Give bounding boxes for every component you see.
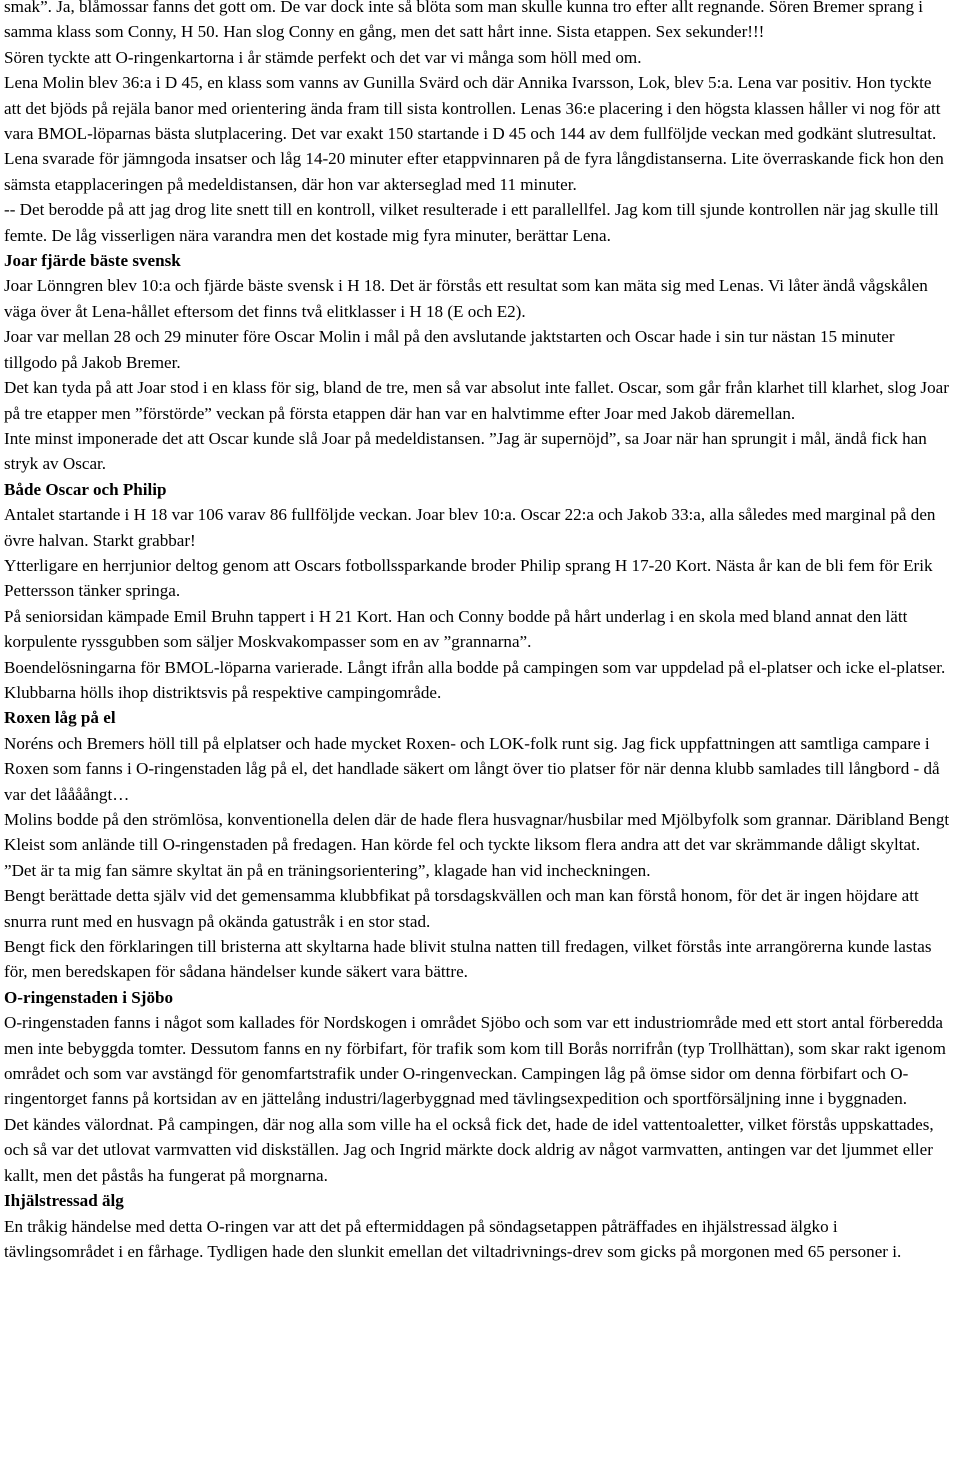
paragraph: Bengt fick den förklaringen till bristerna att skyltarna hade blivit stulna natten till fredagen, vilket förstås inte arrangörerna kunde lastas för, men beredskapen för sådana händelser kunde säkert vara bättre. [4, 937, 932, 982]
section-heading: Roxen låg på el [4, 708, 116, 728]
paragraph: En tråkig händelse med detta O-ringen var att det på eftermiddagen på söndagsetappen påträffades en ihjälstressad älgko i tävlingsområdet i en fårhage. Tydligen hade den slunkit emellan det viltadrivnings-drev som gicks på morgonen med 65 personer i. [4, 1216, 902, 1261]
paragraph: Boendelösningarna för BMOL-löparna varierade. Långt ifrån alla bodde på campingen som var uppdelad på el-platser och icke el-platser. Klubbarna hölls ihop distriktsvis på respektive campingområde. [4, 657, 946, 702]
paragraph: Det kan tyda på att Joar stod i en klass för sig, bland de tre, men så var absolut inte fallet. Oscar, som går från klarhet till klarhet, slog Joar på tre etapper men ”förstörde” veckan på första etappen där han var en halvtimme efter Joar med Jakob däremellan. [4, 378, 949, 423]
paragraph: Antalet startande i H 18 var 106 varav 86 fullföljde veckan. Joar blev 10:a. Oscar 22:a och Jakob 33:a, alla således med marginal på den övre halvan. Starkt grabbar! [4, 505, 936, 550]
paragraph: Bengt berättade detta själv vid det gemensamma klubbfikat på torsdagskvällen och man kan förstå honom, för det är ingen höjdare att snurra runt med en husvagn på okända gatustråk i en stor stad. [4, 886, 919, 931]
paragraph: Inte minst imponerade det att Oscar kunde slå Joar på medeldistansen. ”Jag är supernöjd”, sa Joar när han sprungit i mål, ändå fick han stryk av Oscar. [4, 428, 927, 474]
section-heading: Ihjälstressad älg [4, 1191, 124, 1211]
paragraph: Joar var mellan 28 och 29 minuter före Oscar Molin i mål på den avslutande jaktstarten och Oscar hade i sin tur nästan 15 minuter tillgodo på Jakob Bremer. [4, 327, 895, 372]
paragraph: Det kändes välordnat. På campingen, där nog alla som ville ha el också fick det, hade de idel vattentoaletter, vilket förstås uppskattades, och så var det utlovat varmvatten vid diskställen. Jag och Ingrid märkte dock aldrig av något varmvatten, antingen var det ljummet eller kallt, men det påstås ha fungerat på morgnarna. [4, 1114, 934, 1185]
paragraph: På seniorsidan kämpade Emil Bruhn tappert i H 21 Kort. Han och Conny bodde på hårt underlag i en skola med bland annat den lätt korpulente ryssgubben som säljer Moskvakompasser som en av ”grannarna”. [4, 606, 908, 652]
section-heading: Joar fjärde bäste svensk [4, 251, 181, 271]
paragraph: -- Det berodde på att jag drog lite snett till en kontroll, vilket resulterade i ett parallellfel. Jag kom till sjunde kontrollen när jag skulle till femte. De låg visserligen nära varandra men det kostade mig fyra minuter, berättar Lena. [4, 200, 939, 245]
paragraph: ”Det är ta mig fan sämre skyltat än på en träningsorientering”, klagade han vid incheckningen. [4, 860, 651, 880]
section-heading: O-ringenstaden i Sjöbo [4, 987, 174, 1007]
paragraph: Noréns och Bremers höll till på elplatser och hade mycket Roxen- och LOK-folk runt sig. Jag fick uppfattningen att samtliga campare i Roxen som fanns i O-ringenstaden låg på el, det handlade säkert om långt över tio platser för när denna klubb samlades till långbord - då var det låååångt… [4, 733, 940, 804]
paragraph: Ytterligare en herrjunior deltog genom att Oscars fotbollssparkande broder Philip sprang H 17-20 Kort. Nästa år kan de bli fem för Erik Pettersson tänker springa. [4, 555, 933, 601]
paragraph: Molins bodde på den strömlösa, konventionella delen där de hade flera husvagnar/husbilar med Mjölbyfolk som grannar. Däribland Bengt Kleist som anlände till O-ringenstaden på fredagen. Han körde fel och tyckte liksom flera andra att det var skrämmande dåligt skyltat. [4, 810, 950, 855]
paragraph: Sören tyckte att O-ringenkartorna i år stämde perfekt och det var vi många som höll med om. [4, 47, 642, 67]
paragraph: O-ringenstaden fanns i något som kallades för Nordskogen i området Sjöbo och som var ett industriområde med ett stort antal förberedda men inte bebyggda tomter. Dessutom fanns en ny förbifart, för trafik som kom till Borås norrifrån (typ Trollhättan), som skar rakt igenom området och som var avstängd för genomfartstrafik under O-ringenveckan. Campingen låg på ömse sidor om denna förbifart och O-ringentorget fanns på kortsidan av en jättelång industri/lagerbyggnad med tävlingsexpedition och sportförsäljning inne i byggnaden. [4, 1013, 946, 1109]
paragraph: Lena Molin blev 36:a i D 45, en klass som vanns av Gunilla Svärd och där Annika Ivarsson, Lok, blev 5:a. Lena var positiv. Hon tyckte att det bjöds på rejäla banor med orientering ända fram till sista kontrollen. Lenas 36:e placering i den högsta klassen håller vi nog för att vara BMOL-löparnas bästa slutplacering. Det var exakt 150 startande i D 45 och 144 av dem fullföljde veckan med godkänt slutresultat. Lena svarade för jämngoda insatser och låg 14-20 minuter efter etappvinnaren på de fyra långdistanserna. Lite överraskande fick hon den sämsta etapplaceringen på medeldistansen, där hon var akterseglad med 11 minuter. [4, 73, 944, 194]
section-heading: Både Oscar och Philip [4, 479, 167, 499]
paragraph: smak”. Ja, blåmossar fanns det gott om. De var dock inte så blöta som man skulle kunna tro efter allt regnande. Sören Bremer sprang i samma klass som Conny, H 50. Han slog Conny en gång, men det satt hårt inne. Sista etappen. Sex sekunder!!! [4, 0, 924, 42]
paragraph: Joar Lönngren blev 10:a och fjärde bäste svensk i H 18. Det är förstås ett resultat som kan mäta sig med Lenas. Vi låter ändå vågskålen väga över åt Lena-hållet eftersom det finns två elitklasser i H 18 (E och E2). [4, 276, 928, 321]
